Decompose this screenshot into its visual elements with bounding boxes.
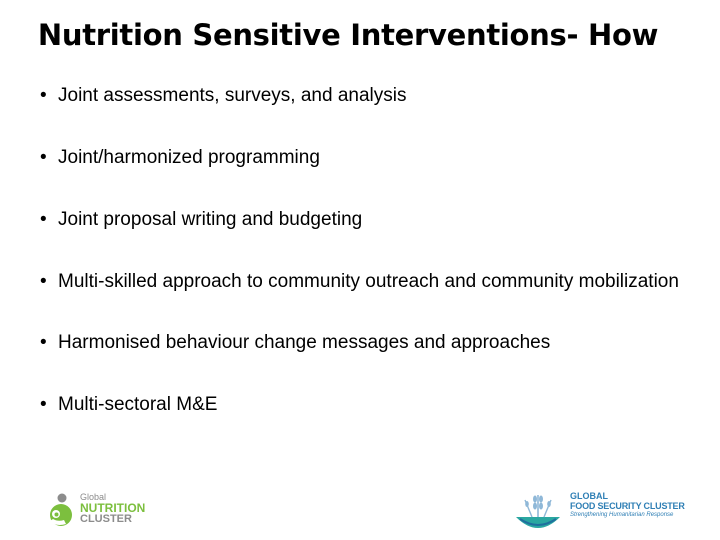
nc-line3: CLUSTER: [80, 513, 132, 525]
bullet-item: [40, 270, 690, 294]
fsc-line2: FOOD SECURITY CLUSTER: [570, 501, 685, 511]
food-security-cluster-logo: [512, 487, 702, 537]
bullet-text: Joint/harmonized programming: [58, 147, 320, 168]
wheat-bowl-icon: [512, 491, 564, 535]
slide-title: Nutrition Sensitive Interventions- How: [37, 18, 659, 52]
nutrition-cluster-wordmark: [80, 492, 145, 525]
bullet-item: [40, 146, 690, 170]
nc-line1: Global: [80, 492, 107, 502]
bullet-item: [40, 84, 690, 108]
fsc-line1: GLOBAL: [570, 491, 608, 501]
bullet-text: Joint proposal writing and budgeting: [58, 209, 363, 230]
nutrition-cluster-icon: [46, 493, 76, 527]
bullet-dot: •: [40, 332, 47, 353]
food-security-cluster-wordmark: [570, 491, 685, 519]
bullet-dot: •: [40, 394, 47, 415]
nutrition-cluster-logo: [46, 489, 156, 529]
bullet-text: Harmonised behaviour change messages and approaches: [58, 332, 551, 353]
bullet-text: Joint assessments, surveys, and analysis: [58, 85, 407, 106]
bullet-text: Multi-sectoral M&E: [58, 394, 218, 415]
bullet-text: Multi-skilled approach to community outreach and community mobilization: [58, 271, 679, 292]
bullet-dot: •: [40, 147, 47, 168]
bullet-item: [40, 331, 690, 355]
bullet-dot: •: [40, 271, 47, 292]
bullet-list: [40, 84, 690, 417]
bullet-item: [40, 393, 690, 417]
nc-line2: NUTRITION: [80, 501, 146, 515]
fsc-line3: Strengthening Humanitarian Response: [570, 512, 674, 518]
bullet-item: [40, 208, 690, 232]
bullet-dot: •: [40, 209, 47, 230]
bullet-dot: •: [40, 85, 47, 106]
